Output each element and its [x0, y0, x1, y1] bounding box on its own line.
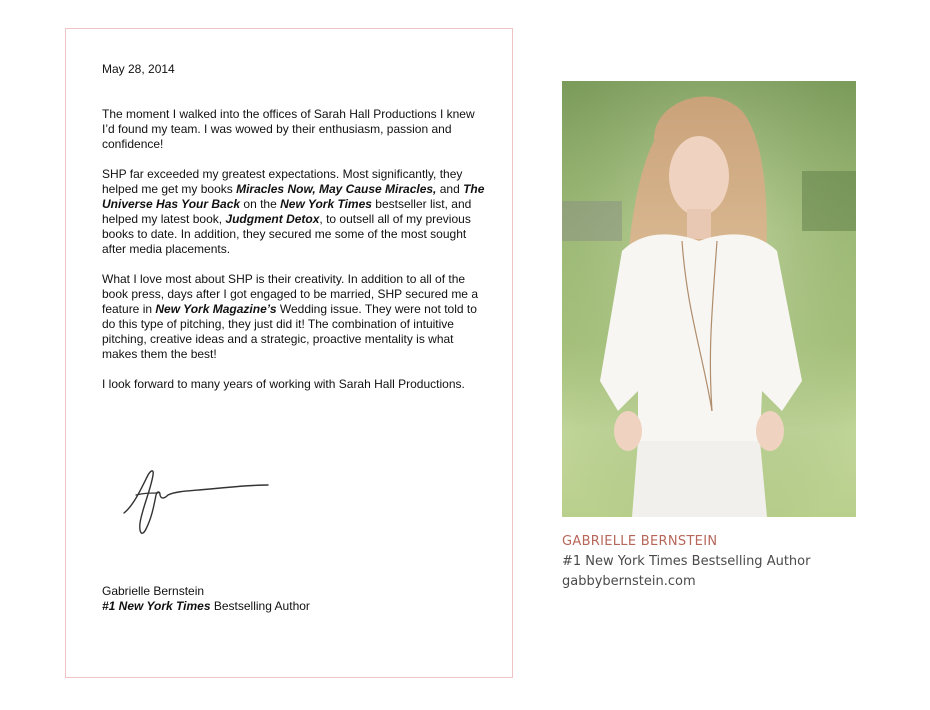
letter-date: May 28, 2014 [102, 62, 175, 76]
signoff-name: Gabrielle Bernstein [102, 584, 205, 598]
letter-paragraph-2: SHP far exceeded my greatest expectations. Most significantly, they helped me get my books Miracles Now, May Cause Miracles, and The Universe Has Your Back on the New York Times bestseller list, and helped my latest book, Judgment Detox, to outsell all of my previous books to date. In addition, they secured me some of the most sought after media placements. [102, 167, 485, 256]
caption-author-title: #1 New York Times Bestselling Author [562, 554, 811, 569]
letter-paragraph-3: What I love most about SHP is their creativity. In addition to all of the book press, days after I got engaged to be married, SHP secured me a feature in New York Magazine’s Wedding issue. They were not told to do this type of pitching, they just did it! The combination of intuitive pitching, creative ideas and a strategic, proactive mentality is what makes them the best! [102, 272, 478, 361]
letter-body [102, 62, 487, 407]
letter-paragraph-4: I look forward to many years of working with Sarah Hall Productions. [102, 377, 465, 391]
photo-caption [562, 532, 810, 592]
testimonial-letter [65, 28, 513, 678]
caption-author-name: GABRIELLE BERNSTEIN [562, 534, 718, 549]
handwritten-signature [120, 465, 280, 545]
caption-website: gabbybernstein.com [562, 574, 696, 589]
portrait-illustration [562, 81, 856, 517]
signoff-title: #1 New York Times Bestselling Author [102, 599, 310, 613]
author-portrait-photo [562, 81, 856, 517]
letter-signoff [102, 584, 310, 614]
letter-paragraph-1: The moment I walked into the offices of Sarah Hall Productions I knew I’d found my team. I was wowed by their enthusiasm, passion and confidence! [102, 107, 475, 151]
